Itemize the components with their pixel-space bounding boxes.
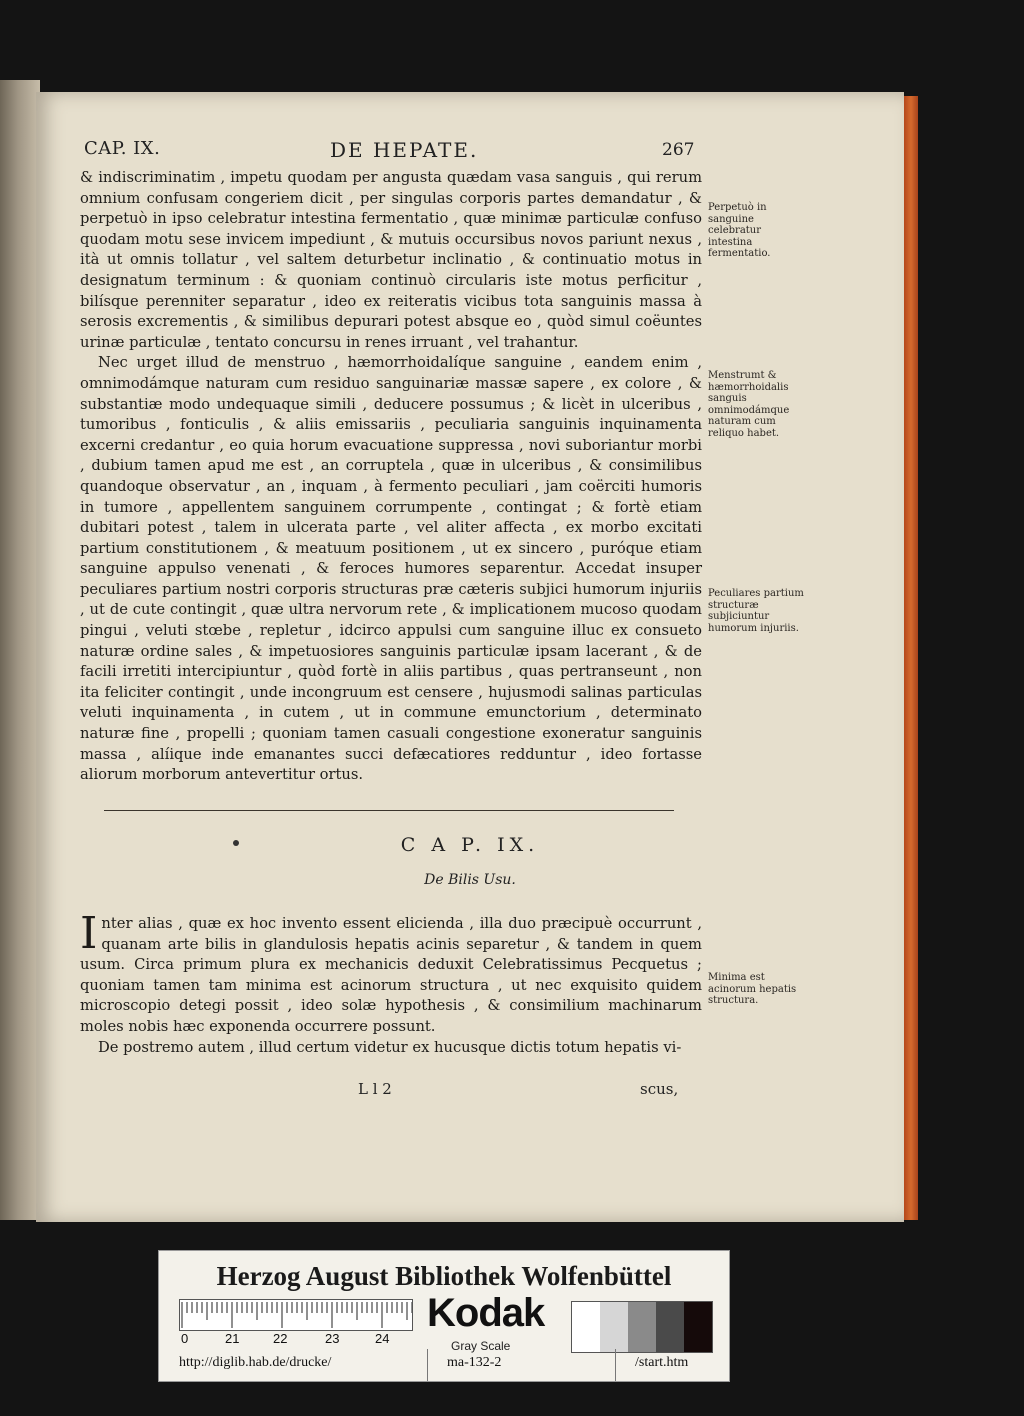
ruler-numbers	[179, 1331, 411, 1347]
chapter-paragraph-2: De postremo autem , illud certum videtur ex hucusque dictis totum hepatis vi-	[98, 1038, 682, 1056]
gray-patch	[656, 1302, 684, 1352]
label-divider	[615, 1349, 616, 1381]
dropcap: I	[80, 908, 98, 959]
book-page	[36, 92, 904, 1222]
gray-patch	[572, 1302, 600, 1352]
library-url: http://diglib.hab.de/drucke/	[179, 1355, 332, 1370]
page-number: 267	[662, 140, 695, 160]
library-label	[158, 1250, 730, 1382]
ruler-number: 22	[273, 1331, 288, 1346]
label-divider	[427, 1349, 428, 1381]
ruler-scale	[179, 1299, 413, 1331]
running-head-title: DE HEPATE.	[330, 138, 479, 162]
paragraph-1: & indiscriminatim , impetu quodam per angusta quædam vasa sanguis , qui rerum omnium confusam congeriem dicit , per singulas corporis partes demandatur , & perpetuò in ipso celebratur intestina fermentatio , quæ minimæ particulæ confuso quodam motu sese invicem impediunt , & mutuis occursibus novos pariunt nexus , ità ut omnis tollatur , vel saltem deturbetur inclinatio , & continuatio motus in designatum terminum : & quoniam continuò circularis iste motus perficitur , bilísque perenniter separatur , ideo ex reiteratis vicibus tota sanguinis massa à serosis excrementis , & similibus depurari potest absque eo , quòd simul coëuntes urinæ particulæ , tentato concursu in renes irruant , vel trahantur.	[80, 169, 702, 351]
adjacent-page-edge	[0, 80, 40, 1220]
chapter-body	[80, 908, 702, 1058]
start-path: /start.htm	[635, 1355, 689, 1370]
ruler-number: 24	[375, 1331, 390, 1346]
chapter-title: C A P. IX.	[400, 834, 540, 856]
ruler-number: 23	[325, 1331, 340, 1346]
catchword: scus,	[640, 1080, 679, 1098]
signature-mark: L l 2	[358, 1080, 392, 1098]
gray-patch	[684, 1302, 712, 1352]
paragraph-2: Nec urget illud de menstruo , hæmorrhoidalíque sanguine , eandem enim , omnimodámque naturam cum residuo sanguinariæ massæ sapere , ex colore , & substantiæ modo undequaque simili , deducere possumus ; & licèt in ulceribus , tumoribus , fonticulis , & aliis emissariis , peculiaria sanguinis inquinamenta excerni credantur , eo quia horum evacuatione suppressa , novi suboriantur morbi , dubium tamen apud me est , an corruptela , quæ in ulceribus , & consimilibus quandoque observatur , an , inquam , à fermento peculiari , jam coërciti humoris in tumore , appellentem sanguinem corrumpente , contingat ; & fortè etiam dubitari potest , talem in ulcerata parte , vel aliter affecta , ex morbo excitati partium constitutionem , & meatuum positionem , ut ex sincero , puróque etiam sanguine appulso venenati , & feroces humores separentur. Accedat insuper peculiares partium nostri corporis structuras præ cæteris subjici humorum injuriis , ut de cute contingit , quæ ultra nervorum rete , & implicationem mucoso quodam pingui , veluti stœbe , repletur , idcirco appulsi cum sanguine illuc ex consueto naturæ ordine sales , & impetuosiores sanguinis particulæ ipsam lacerant , & de facili irretiti intercipiuntur , quòd fortè in aliis partibus , quas pertranseunt , non ita feliciter contingit , unde incongruum est censere , hujusmodi salinas particulas veluti inquinamenta , in cutem , ut in commune emunctorium , determinato naturæ fine , propelli ; quoniam tamen casuali congestione exoneratur sanguinis massa , alíique inde emanantes succi defæcatiores redduntur , ideo fortasse aliorum morborum antevertitur ortus.	[80, 354, 702, 784]
ruler-number: 21	[225, 1331, 240, 1346]
gray-scale-label: Gray Scale	[451, 1339, 511, 1353]
page-fore-edge	[904, 96, 918, 1220]
margin-note-4: Minima est acinorum hepatis structura.	[708, 972, 797, 1006]
margin-note-1: Perpetuò in sanguine celebratur intestina fermentatio.	[708, 202, 771, 259]
chapter-subtitle: De Bilis Usu.	[424, 872, 516, 888]
gray-scale-strip	[571, 1301, 713, 1353]
chapter-paragraph-1-text: nter alias , quæ ex hoc invento essent elicienda , illa duo præcipuè occurrunt , quanam arte bilis in glandulosis hepatis acinis separetur , & tandem in quem usum. Circa primum plura ex mechanicis deduxit Celebratissimus Pecquetus ; quoniam tamen tam minima est acinorum structura , ut nec exquisito quidem microscopio detegi possit , ideo solæ hypothesis , & consimilium machinarum moles nobis hæc exponenda occurrere possunt.	[80, 915, 702, 1035]
chapter-paragraph-1	[80, 908, 702, 1038]
gray-patch	[628, 1302, 656, 1352]
margin-note-3: Peculiares partium structuræ subjiciuntur humorum injuriis.	[708, 588, 804, 634]
library-name: Herzog August Bibliothek Wolfenbüttel	[216, 1261, 672, 1291]
shelfmark: ma-132-2	[447, 1355, 502, 1370]
running-head-chapter: CAP. IX.	[84, 138, 161, 159]
gray-patch	[600, 1302, 628, 1352]
kodak-logo: Kodak	[427, 1291, 545, 1335]
ruler-number: 0	[181, 1331, 189, 1346]
body-text	[80, 168, 702, 786]
section-rule	[104, 810, 674, 811]
running-head	[84, 138, 744, 168]
margin-note-2: Menstrumt & hæmorrhoidalis sanguis omnimodámque naturam cum reliquo habet.	[708, 370, 790, 439]
